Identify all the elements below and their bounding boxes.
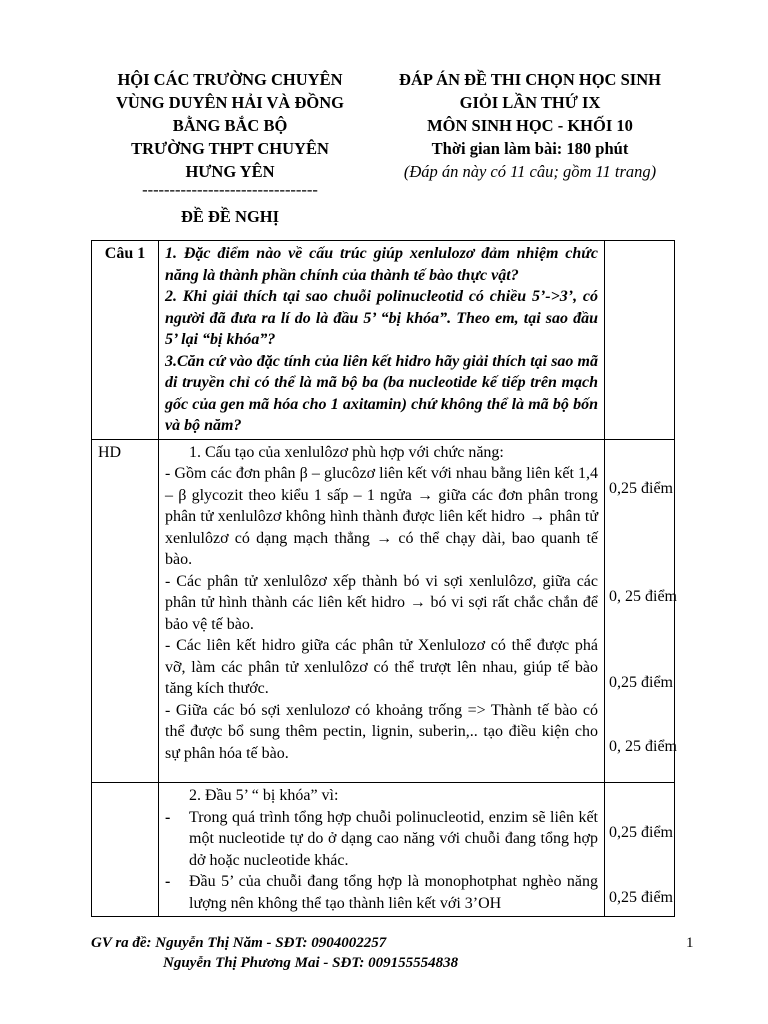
answer-1-heading: 1. Cấu tạo của xenlulôzơ phù hợp với chức năng: [189, 443, 504, 461]
school-line-2: HƯNG YÊN [185, 162, 275, 181]
question-1: 1. Đặc điểm nào về cấu trúc giúp xenlulozơ đảm nhiệm chức năng là thành phần chính của thành tế bào thực vật? [165, 245, 598, 284]
author-line-2: Nguyễn Thị Phương Mai - SĐT: 009155554838 [163, 955, 459, 971]
score-2: 0, 25 điểm [609, 588, 677, 605]
proposal-label: ĐỀ ĐỀ NGHỊ [180, 207, 280, 226]
answer-cell-1 [159, 439, 605, 783]
answer-2-point-1 [165, 807, 598, 872]
bullet-dash: - [165, 873, 171, 890]
exam-duration: Thời gian làm bài: 180 phút [431, 139, 629, 158]
author-line-1: GV ra đề: Nguyễn Thị Năm - SĐT: 0904002257 [91, 935, 387, 951]
score-4: 0, 25 điểm [609, 738, 677, 755]
org-line-1: HỘI CÁC TRƯỜNG CHUYÊN [117, 70, 343, 89]
org-line-3: BẰNG BẮC BỘ [172, 116, 288, 135]
answer-row-1 [92, 439, 675, 783]
score-1: 0,25 điểm [609, 480, 673, 497]
question-score-cell [605, 241, 675, 440]
answer-row-2 [92, 783, 675, 917]
answer-2-label-cell [92, 783, 159, 917]
score-5: 0,25 điểm [609, 824, 673, 841]
question-row [92, 241, 675, 440]
answer-table [91, 240, 675, 917]
answer-2-point-2 [165, 871, 598, 914]
answer-1-point-2: - Các phân tử xenlulôzơ xếp thành bó vi sợi xenlulôzơ, giữa các phân tử hình thành các liên kết hidro → bó vi sợi rất chắc chắn để bảo vệ tế bào. [165, 572, 598, 633]
page-number: 1 [686, 935, 694, 951]
answer-label: HD [92, 439, 159, 783]
exam-title-2: GIỎI LẦN THỨ IX [459, 93, 601, 112]
answer-2-point-1-text: Trong quá trình tổng hợp chuỗi polinucleotid, enzim sẽ liên kết một nucleotide tự do ở dạng cao năng với chuỗi đang tổng hợp dở hoặc nucleotide khác. [189, 808, 598, 869]
exam-subject: MÔN SINH HỌC - KHỐI 10 [427, 116, 633, 135]
question-cell [159, 241, 605, 440]
org-line-2: VÙNG DUYÊN HẢI VÀ ĐỒNG [116, 93, 344, 112]
answer-2-heading: 2. Đầu 5’ “ bị khóa” vì: [189, 787, 339, 804]
answer-1-point-3: - Các liên kết hidro giữa các phân tử Xenlulozơ có thể được phá vỡ, làm các phân tử xenlulôzơ có thể trượt lên nhau, giúp tế bào tăng kích thước. [165, 637, 598, 697]
question-label: Câu 1 [92, 241, 159, 440]
organization-header [92, 68, 368, 228]
answer-cell-2 [159, 783, 605, 917]
question-2: 2. Khi giải thích tại sao chuỗi polinucleotid có chiều 5’->3’, có người đã đưa ra lí do là đầu 5’ “bị khóa”. Theo em, tại sao đầu 5’ lại “bị khóa”? [165, 288, 598, 348]
school-line-1: TRƯỜNG THPT CHUYÊN [131, 139, 329, 158]
exam-header [380, 68, 680, 183]
exam-title-1: ĐÁP ÁN ĐỀ THI CHỌN HỌC SINH [399, 70, 661, 89]
question-3: 3.Căn cứ vào đặc tính của liên kết hidro hãy giải thích tại sao mã di truyền chỉ có thể là mã bộ ba (ba nucleotide kế tiếp trên mạch gốc của gen mã hóa cho 1 axitamin) chứ không thể là mã bộ bốn và bộ năm? [165, 352, 598, 434]
score-3: 0,25 điểm [609, 674, 673, 691]
page-footer [91, 933, 458, 973]
score-6: 0,25 điểm [609, 889, 673, 906]
exam-note: (Đáp án này có 11 câu; gồm 11 trang) [403, 162, 657, 181]
bullet-dash: - [165, 808, 171, 826]
header-divider: -------------------------------- [142, 180, 318, 199]
answer-1-point-1: - Gồm các đơn phân β – glucôzơ liên kết với nhau bằng liên kết 1,4 – β glycozit theo kiểu 1 sấp – 1 ngửa → giữa các đơn phân trong phân tử xenlulôzơ không hình thành được liên kết hidro → phân tử xenlulôzơ có dạng mạch thẳng → có thể chạy dài, bao quanh tế bào. [165, 465, 598, 568]
answer-2-point-2-text: Đầu 5’ của chuỗi đang tổng hợp là monophotphat nghèo năng lượng nên không thể tạo thành liên kết với 3’OH [189, 873, 598, 912]
answer-1-point-4: - Giữa các bó sợi xenlulozơ có khoảng trống => Thành tế bào có thể được bổ sung thêm pectin, lignin, suberin,.. tạo điều kiện cho sự phân hóa tế bào. [165, 701, 598, 762]
